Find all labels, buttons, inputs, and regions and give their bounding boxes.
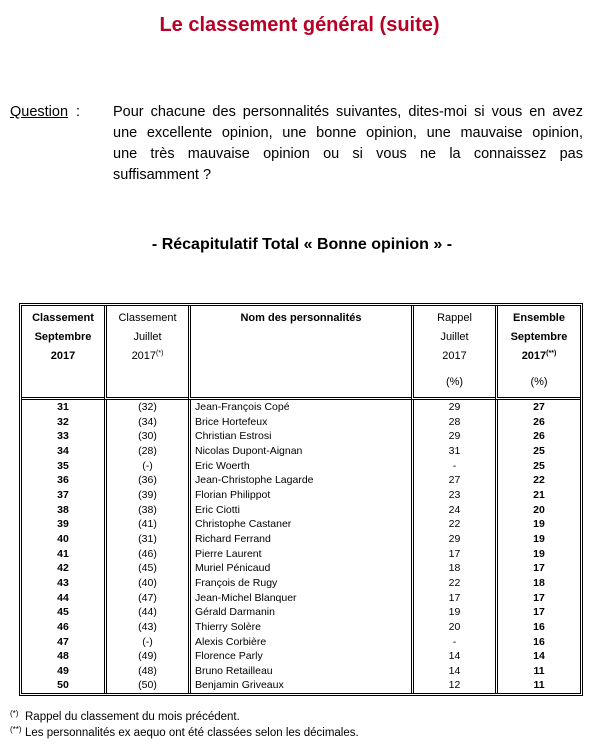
pct-july-cell: 18	[411, 561, 495, 576]
section-subtitle: - Récapitulatif Total « Bonne opinion » -	[151, 236, 453, 253]
rank-september-cell: 35	[57, 459, 69, 472]
pct-july-cell: 17	[411, 547, 495, 562]
pct-july-cell: 19	[411, 605, 495, 620]
header-unit: (%)	[445, 376, 464, 388]
rank-july-cell: (32)	[104, 400, 188, 415]
header-line: Classement	[32, 312, 94, 324]
question-line: une très mauvaise opinion ou si vous ne la connaissez pas	[113, 146, 583, 162]
rank-september-cell: 41	[57, 547, 69, 560]
pct-july-cell: 12	[411, 678, 495, 693]
table-row	[22, 547, 580, 562]
rank-july-cell: (41)	[104, 517, 188, 532]
header-line	[498, 347, 580, 366]
pct-july-cell: 22	[411, 576, 495, 591]
table-row	[22, 591, 580, 606]
header-name	[188, 306, 411, 400]
question-label	[10, 102, 80, 123]
footnote-text: Les personnalités ex aequo ont été classées selon les décimales.	[25, 727, 359, 739]
rank-september-cell: 42	[57, 562, 69, 575]
rank-september-cell: 48	[57, 650, 69, 663]
header-year: 2017	[131, 350, 157, 362]
question-line: une excellente opinion, une bonne opinion, une mauvaise opinion,	[113, 125, 583, 141]
table-row	[22, 532, 580, 547]
pct-september-cell: 19	[495, 532, 580, 547]
pct-september-cell: 14	[495, 649, 580, 664]
table-row	[22, 517, 580, 532]
pct-september-cell: 25	[495, 459, 580, 474]
personality-name-cell: Richard Ferrand	[188, 532, 411, 547]
header-line: Classement	[118, 312, 177, 324]
personality-name-cell: François de Rugy	[188, 576, 411, 591]
pct-july-cell: 28	[411, 415, 495, 430]
pct-september-cell: 18	[495, 576, 580, 591]
table-row	[22, 503, 580, 518]
rank-july-cell: (45)	[104, 561, 188, 576]
rank-september-cell: 44	[57, 591, 69, 604]
pct-july-cell: 29	[411, 400, 495, 415]
footnotes	[10, 709, 359, 741]
rank-july-cell: (46)	[104, 547, 188, 562]
rank-july-cell: (36)	[104, 473, 188, 488]
table-row	[22, 444, 580, 459]
pct-september-cell: 22	[495, 473, 580, 488]
rank-september-cell: 32	[57, 415, 69, 428]
personality-name-cell: Thierry Solère	[188, 620, 411, 635]
footnote: (**) Les personnalités ex aequo ont été classées selon les décimales.	[10, 725, 359, 739]
rank-september-cell: 31	[57, 401, 69, 413]
ranking-table	[19, 303, 583, 696]
personality-name-cell: Eric Woerth	[188, 459, 411, 474]
header-line: 2017	[50, 350, 76, 362]
table-row	[22, 415, 580, 430]
pct-september-cell: 21	[495, 488, 580, 503]
rank-july-cell: (-)	[104, 635, 188, 650]
header-line: Juillet	[133, 331, 162, 343]
rank-july-cell: (47)	[104, 591, 188, 606]
rank-july-cell: (28)	[104, 444, 188, 459]
rank-september-cell: 38	[57, 503, 69, 516]
rank-september-cell: 46	[57, 620, 69, 633]
pct-july-cell: 20	[411, 620, 495, 635]
rank-september-cell: 50	[57, 679, 69, 692]
rank-july-cell: (40)	[104, 576, 188, 591]
personality-name-cell: Florian Philippot	[188, 488, 411, 503]
pct-july-cell: 31	[411, 444, 495, 459]
header-line: Septembre	[34, 331, 92, 343]
pct-september-cell: 17	[495, 605, 580, 620]
pct-september-cell: 27	[495, 400, 580, 415]
header-line: Juillet	[440, 331, 469, 343]
table-row	[22, 400, 580, 415]
personality-name-cell: Alexis Corbière	[188, 635, 411, 650]
pct-september-cell: 25	[495, 444, 580, 459]
pct-july-cell: 14	[411, 664, 495, 679]
rank-july-cell: (30)	[104, 429, 188, 444]
rank-september-cell: 36	[57, 474, 69, 487]
rank-july-cell: (50)	[104, 678, 188, 693]
pct-september-cell: 19	[495, 547, 580, 562]
rank-september-cell: 37	[57, 488, 69, 501]
page-title: Le classement général (suite)	[159, 14, 440, 36]
rank-july-cell: (34)	[104, 415, 188, 430]
personality-name-cell: Christian Estrosi	[188, 429, 411, 444]
rank-september-cell: 40	[57, 532, 69, 545]
rank-september-cell: 47	[57, 635, 69, 648]
personality-name-cell: Gérald Darmanin	[188, 605, 411, 620]
pct-july-cell: 29	[411, 429, 495, 444]
rank-july-cell: (-)	[104, 459, 188, 474]
personality-name-cell: Eric Ciotti	[188, 503, 411, 518]
table-row	[22, 620, 580, 635]
pct-september-cell: 16	[495, 635, 580, 650]
table-row	[22, 429, 580, 444]
pct-july-cell: 23	[411, 488, 495, 503]
personality-name-cell: Bruno Retailleau	[188, 664, 411, 679]
pct-july-cell: 27	[411, 473, 495, 488]
header-line: Nom des personnalités	[240, 312, 362, 324]
rank-september-cell: 39	[57, 518, 69, 531]
personality-name-cell: Jean-Michel Blanquer	[188, 591, 411, 606]
pct-september-cell: 26	[495, 429, 580, 444]
pct-july-cell: 17	[411, 591, 495, 606]
header-unit: (%)	[530, 376, 548, 388]
rank-july-cell: (43)	[104, 620, 188, 635]
header-line: Septembre	[510, 331, 568, 343]
rank-september-cell: 49	[57, 664, 69, 677]
personality-name-cell: Christophe Castaner	[188, 517, 411, 532]
question-label-text: Question	[10, 104, 69, 120]
personality-name-cell: Pierre Laurent	[188, 547, 411, 562]
footnote-ref: (**)	[546, 350, 557, 357]
rank-september-cell: 33	[57, 430, 69, 443]
table-row	[22, 576, 580, 591]
table-row	[22, 678, 580, 693]
pct-september-cell: 26	[495, 415, 580, 430]
table-row	[22, 473, 580, 488]
table-body	[22, 400, 580, 693]
header-pct-september	[495, 306, 580, 400]
table-row	[22, 488, 580, 503]
header-line: 2017	[442, 350, 467, 362]
table-row	[22, 459, 580, 474]
question-line: Pour chacune des personnalités suivantes, dites-moi si vous en avez	[113, 104, 583, 120]
header-line	[107, 347, 188, 366]
pct-september-cell: 20	[495, 503, 580, 518]
header-pct-july	[411, 306, 495, 400]
personality-name-cell: Jean-François Copé	[188, 400, 411, 415]
header-line: Rappel	[437, 312, 472, 324]
header-line: Ensemble	[513, 312, 565, 324]
personality-name-cell: Muriel Pénicaud	[188, 561, 411, 576]
pct-september-cell: 11	[495, 678, 580, 693]
pct-july-cell: 24	[411, 503, 495, 518]
rank-september-cell: 45	[57, 606, 69, 619]
footnote-ref: (*)	[156, 350, 164, 357]
header-rank-september	[22, 306, 104, 400]
table-row	[22, 561, 580, 576]
personality-name-cell: Brice Hortefeux	[188, 415, 411, 430]
question-line: suffisamment ?	[113, 167, 212, 183]
table-row	[22, 635, 580, 650]
header-rank-july	[104, 306, 188, 400]
pct-september-cell: 16	[495, 620, 580, 635]
personality-name-cell: Benjamin Griveaux	[188, 678, 411, 693]
rank-september-cell: 43	[57, 576, 69, 589]
header-year: 2017	[521, 350, 547, 362]
question-label-colon: :	[76, 104, 81, 120]
pct-september-cell: 11	[495, 664, 580, 679]
table-row	[22, 664, 580, 679]
table-row	[22, 605, 580, 620]
question-text	[113, 102, 583, 186]
footnote: (*) Rappel du classement du mois précédent.	[10, 709, 240, 723]
rank-july-cell: (44)	[104, 605, 188, 620]
rank-july-cell: (38)	[104, 503, 188, 518]
rank-july-cell: (48)	[104, 664, 188, 679]
pct-september-cell: 17	[495, 561, 580, 576]
pct-september-cell: 17	[495, 591, 580, 606]
footnote-text: Rappel du classement du mois précédent.	[25, 711, 240, 723]
rank-july-cell: (39)	[104, 488, 188, 503]
personality-name-cell: Florence Parly	[188, 649, 411, 664]
pct-july-cell: 14	[411, 649, 495, 664]
rank-july-cell: (49)	[104, 649, 188, 664]
personality-name-cell: Jean-Christophe Lagarde	[188, 473, 411, 488]
rank-july-cell: (31)	[104, 532, 188, 547]
pct-july-cell: 29	[411, 532, 495, 547]
pct-july-cell: -	[411, 459, 495, 474]
rank-september-cell: 34	[57, 444, 69, 457]
pct-september-cell: 19	[495, 517, 580, 532]
table-header-row	[22, 306, 580, 400]
pct-july-cell: -	[411, 635, 495, 650]
pct-july-cell: 22	[411, 517, 495, 532]
personality-name-cell: Nicolas Dupont-Aignan	[188, 444, 411, 459]
table-row	[22, 649, 580, 664]
